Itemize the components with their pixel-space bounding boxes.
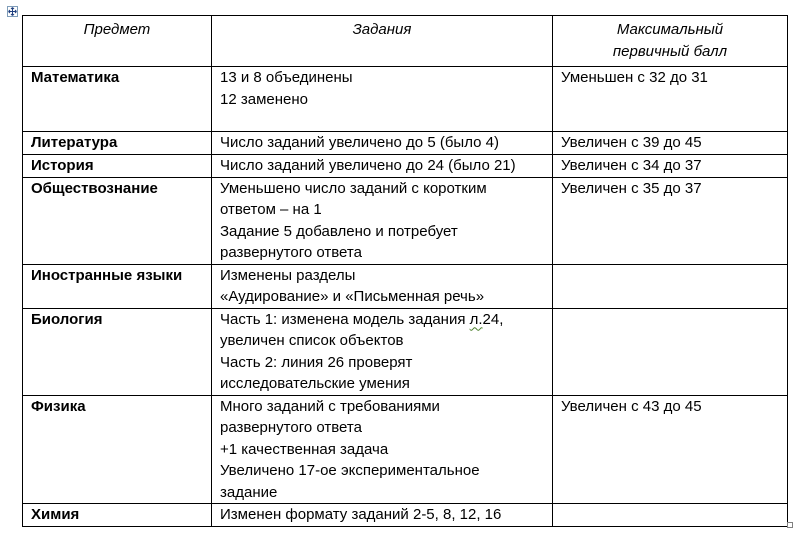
subject-cell[interactable] xyxy=(23,155,212,178)
tasks-line: Изменен формату заданий 2-5, 8, 12, 16 xyxy=(220,506,502,523)
subject-cell[interactable] xyxy=(23,308,212,395)
score-text: Увеличен с 39 до 45 xyxy=(561,134,702,151)
tasks-cell[interactable] xyxy=(212,67,553,132)
tasks-line: +1 качественная задача xyxy=(220,440,389,458)
tasks-line: Задание 5 добавлено и потребует xyxy=(220,222,458,240)
score-cell[interactable] xyxy=(553,264,788,308)
header-score-label-line2: первичный балл xyxy=(612,42,728,60)
subject-cell[interactable] xyxy=(23,264,212,308)
tasks-line-part: 24, xyxy=(482,310,504,328)
tasks-line: развернутого ответа xyxy=(220,244,362,261)
tasks-line: Увеличено 17-ое экспериментальное xyxy=(220,462,480,479)
tasks-cell[interactable] xyxy=(212,177,553,264)
score-cell[interactable] xyxy=(553,395,788,504)
subject-name: Химия xyxy=(31,506,80,523)
subject-cell[interactable] xyxy=(23,67,212,132)
tasks-line: развернутого ответа xyxy=(220,419,362,436)
subject-name: Иностранные языки xyxy=(31,266,183,284)
tasks-line: Уменьшено число заданий с коротким xyxy=(220,179,487,197)
score-text: Уменьшен с 32 до 31 xyxy=(561,69,708,86)
tasks-line xyxy=(220,309,544,331)
subject-cell[interactable] xyxy=(23,177,212,264)
score-text: Увеличен с 43 до 45 xyxy=(561,397,702,415)
score-cell[interactable] xyxy=(553,132,788,155)
table-row xyxy=(23,132,788,155)
score-cell[interactable] xyxy=(553,504,788,527)
table-resize-handle-icon[interactable] xyxy=(787,522,793,528)
subject-cell[interactable] xyxy=(23,395,212,504)
table-row xyxy=(23,155,788,178)
tasks-line: 12 заменено xyxy=(220,90,308,108)
score-text: Увеличен с 35 до 37 xyxy=(561,179,702,197)
table-row xyxy=(23,67,788,132)
tasks-line: ответом – на 1 xyxy=(220,201,322,218)
score-text: Увеличен с 34 до 37 xyxy=(561,157,702,174)
tasks-cell[interactable] xyxy=(212,264,553,308)
table-row xyxy=(23,264,788,308)
tasks-line: Число заданий увеличено до 5 (было 4) xyxy=(220,134,499,151)
table-row xyxy=(23,395,788,504)
header-tasks-label: Задания xyxy=(352,21,412,38)
table-row xyxy=(23,504,788,527)
tasks-line: задание xyxy=(220,483,278,501)
header-score-label-line1: Максимальный xyxy=(616,21,724,38)
subject-name: История xyxy=(31,157,94,174)
table-row xyxy=(23,177,788,264)
subject-name: Литература xyxy=(31,134,118,151)
tasks-cell[interactable] xyxy=(212,155,553,178)
tasks-cell[interactable] xyxy=(212,308,553,395)
subject-cell[interactable] xyxy=(23,132,212,155)
tasks-line: 13 и 8 объединены xyxy=(220,69,353,86)
header-score[interactable] xyxy=(553,16,788,67)
tasks-cell[interactable] xyxy=(212,395,553,504)
tasks-cell[interactable] xyxy=(212,132,553,155)
table-row xyxy=(23,308,788,395)
score-cell[interactable] xyxy=(553,308,788,395)
table-header-row xyxy=(23,16,788,67)
tasks-line-part: Часть 1: изменена модель задания xyxy=(220,310,470,328)
subject-name: Обществознание xyxy=(31,179,158,197)
tasks-line: увеличен список объектов xyxy=(220,332,404,349)
subject-name: Биология xyxy=(31,310,103,328)
subject-name: Физика xyxy=(31,397,86,415)
tasks-line: Число заданий увеличено до 24 (было 21) xyxy=(220,157,516,174)
tasks-line: Часть 2: линия 26 проверят xyxy=(220,353,413,371)
tasks-cell[interactable] xyxy=(212,504,553,527)
tasks-line: Много заданий с требованиями xyxy=(220,397,440,415)
score-cell[interactable] xyxy=(553,67,788,132)
tasks-line: «Аудирование» и «Письменная речь» xyxy=(220,288,485,305)
subject-cell[interactable] xyxy=(23,504,212,527)
score-cell[interactable] xyxy=(553,177,788,264)
header-subject[interactable] xyxy=(23,16,212,67)
tasks-line: исследовательские умения xyxy=(220,375,410,392)
table-move-handle-icon[interactable] xyxy=(7,6,18,17)
header-tasks[interactable] xyxy=(212,16,553,67)
tasks-line: Изменены разделы xyxy=(220,266,356,284)
score-cell[interactable] xyxy=(553,155,788,178)
spellcheck-marked-word[interactable]: л. xyxy=(469,310,483,328)
subject-name: Математика xyxy=(31,69,120,86)
header-subject-label: Предмет xyxy=(83,21,151,38)
exam-changes-table xyxy=(22,15,788,527)
